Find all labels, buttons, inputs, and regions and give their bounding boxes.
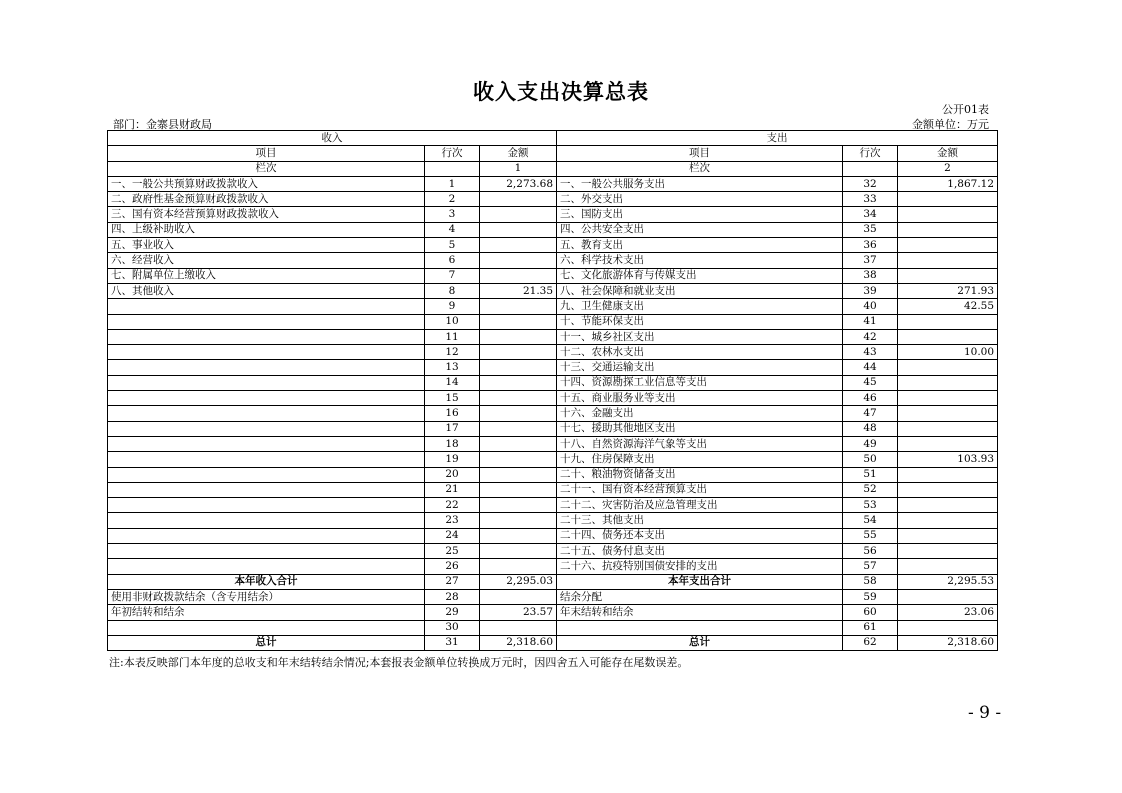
income-amount-cell bbox=[480, 222, 557, 237]
income-item-cell: 二、政府性基金预算财政拨款收入 bbox=[108, 192, 425, 207]
expense-amount-cell bbox=[898, 544, 998, 559]
expense-amount-cell bbox=[898, 375, 998, 390]
expense-amount-cell: 103.93 bbox=[898, 452, 998, 467]
expense-item-cell: 五、教育支出 bbox=[557, 238, 843, 253]
income-amount-cell bbox=[480, 467, 557, 482]
expense-amount-cell: 42.55 bbox=[898, 299, 998, 314]
income-amount-cell bbox=[480, 329, 557, 344]
income-row-header: 行次 bbox=[425, 146, 480, 161]
expense-row-number-cell: 61 bbox=[843, 620, 898, 635]
expense-row-number-cell: 53 bbox=[843, 498, 898, 513]
income-row-number-cell: 24 bbox=[425, 528, 480, 543]
table-row bbox=[108, 391, 998, 406]
income-row-number-cell: 28 bbox=[425, 589, 480, 604]
income-item-cell: 年初结转和结余 bbox=[108, 605, 425, 620]
expense-column-index: 2 bbox=[898, 161, 998, 176]
income-row-number-cell: 29 bbox=[425, 605, 480, 620]
expense-amount-cell bbox=[898, 360, 998, 375]
expense-amount-cell bbox=[898, 329, 998, 344]
income-amount-cell bbox=[480, 345, 557, 360]
income-row-number-cell: 18 bbox=[425, 436, 480, 451]
income-amount-cell: 2,295.03 bbox=[480, 574, 557, 589]
expense-row-number-cell: 46 bbox=[843, 391, 898, 406]
expense-item-cell: 二十四、债务还本支出 bbox=[557, 528, 843, 543]
expense-amount-cell bbox=[898, 421, 998, 436]
expense-item-cell: 八、社会保障和就业支出 bbox=[557, 283, 843, 298]
income-item-header: 项目 bbox=[108, 146, 425, 161]
table-row bbox=[108, 589, 998, 604]
income-row-number-cell: 30 bbox=[425, 620, 480, 635]
expense-item-cell: 十、节能环保支出 bbox=[557, 314, 843, 329]
page-number: - 9 - bbox=[968, 703, 1002, 723]
income-row-number-cell: 16 bbox=[425, 406, 480, 421]
expense-item-header: 项目 bbox=[557, 146, 843, 161]
income-row-number-cell: 20 bbox=[425, 467, 480, 482]
expense-item-cell: 三、国防支出 bbox=[557, 207, 843, 222]
income-row-number-cell: 9 bbox=[425, 299, 480, 314]
expense-item-cell: 二十、粮油物资储备支出 bbox=[557, 467, 843, 482]
income-row-number-cell: 2 bbox=[425, 192, 480, 207]
expense-row-number-cell: 58 bbox=[843, 574, 898, 589]
income-amount-cell bbox=[480, 192, 557, 207]
income-amount-cell bbox=[480, 299, 557, 314]
income-amount-cell bbox=[480, 559, 557, 574]
income-item-cell bbox=[108, 528, 425, 543]
table-row bbox=[108, 238, 998, 253]
income-item-cell bbox=[108, 620, 425, 635]
income-item-cell: 使用非财政拨款结余（含专用结余） bbox=[108, 589, 425, 604]
income-row-number-cell: 31 bbox=[425, 635, 480, 650]
expense-amount-cell bbox=[898, 482, 998, 497]
expense-row-number-cell: 56 bbox=[843, 544, 898, 559]
group-header-row bbox=[108, 131, 998, 146]
income-amount-cell bbox=[480, 406, 557, 421]
expense-column-index-empty bbox=[843, 161, 898, 176]
expense-amount-cell bbox=[898, 436, 998, 451]
form-number: 公开01表 bbox=[942, 103, 989, 116]
expense-row-number-cell: 47 bbox=[843, 406, 898, 421]
table-row bbox=[108, 253, 998, 268]
expense-row-number-cell: 57 bbox=[843, 559, 898, 574]
income-item-cell bbox=[108, 299, 425, 314]
income-item-cell bbox=[108, 329, 425, 344]
income-amount-cell bbox=[480, 482, 557, 497]
income-row-number-cell: 21 bbox=[425, 482, 480, 497]
expense-amount-cell bbox=[898, 528, 998, 543]
table-row bbox=[108, 482, 998, 497]
expense-row-number-cell: 39 bbox=[843, 283, 898, 298]
department-label: 部门：金寨县财政局 bbox=[113, 118, 212, 131]
expense-amount-cell bbox=[898, 498, 998, 513]
expense-item-cell: 二十二、灾害防治及应急管理支出 bbox=[557, 498, 843, 513]
expense-row-number-cell: 37 bbox=[843, 253, 898, 268]
expense-amount-cell: 271.93 bbox=[898, 283, 998, 298]
expense-amount-cell bbox=[898, 238, 998, 253]
expense-amount-header: 金额 bbox=[898, 146, 998, 161]
expense-amount-cell bbox=[898, 207, 998, 222]
income-amount-cell bbox=[480, 452, 557, 467]
income-item-cell: 总计 bbox=[108, 635, 425, 650]
expense-item-cell: 十二、农林水支出 bbox=[557, 345, 843, 360]
income-item-cell bbox=[108, 544, 425, 559]
expense-row-number-cell: 60 bbox=[843, 605, 898, 620]
income-item-cell bbox=[108, 314, 425, 329]
expense-amount-cell: 23.06 bbox=[898, 605, 998, 620]
expense-row-number-cell: 32 bbox=[843, 176, 898, 191]
expense-row-number-cell: 35 bbox=[843, 222, 898, 237]
table-row bbox=[108, 620, 998, 635]
income-amount-cell bbox=[480, 253, 557, 268]
expense-item-cell: 结余分配 bbox=[557, 589, 843, 604]
income-row-number-cell: 8 bbox=[425, 283, 480, 298]
table-row bbox=[108, 222, 998, 237]
income-item-cell: 八、其他收入 bbox=[108, 283, 425, 298]
expense-row-number-cell: 49 bbox=[843, 436, 898, 451]
income-amount-cell bbox=[480, 207, 557, 222]
income-amount-cell: 21.35 bbox=[480, 283, 557, 298]
page-title: 收入支出决算总表 bbox=[473, 80, 649, 104]
expense-row-number-cell: 59 bbox=[843, 589, 898, 604]
expense-row-number-cell: 55 bbox=[843, 528, 898, 543]
table-row bbox=[108, 574, 998, 589]
income-item-cell bbox=[108, 421, 425, 436]
income-amount-cell bbox=[480, 589, 557, 604]
expense-amount-cell: 2,318.60 bbox=[898, 635, 998, 650]
table-row bbox=[108, 498, 998, 513]
income-row-number-cell: 5 bbox=[425, 238, 480, 253]
table-row bbox=[108, 406, 998, 421]
income-row-number-cell: 3 bbox=[425, 207, 480, 222]
expense-row-number-cell: 51 bbox=[843, 467, 898, 482]
income-amount-cell bbox=[480, 528, 557, 543]
table-row bbox=[108, 299, 998, 314]
expense-item-cell: 二十一、国有资本经营预算支出 bbox=[557, 482, 843, 497]
table-row bbox=[108, 375, 998, 390]
expense-item-cell: 十三、交通运输支出 bbox=[557, 360, 843, 375]
expense-item-cell: 本年支出合计 bbox=[557, 574, 843, 589]
expense-item-cell: 一、一般公共服务支出 bbox=[557, 176, 843, 191]
expense-amount-cell bbox=[898, 589, 998, 604]
expense-row-number-cell: 36 bbox=[843, 238, 898, 253]
table-row bbox=[108, 207, 998, 222]
expense-amount-cell bbox=[898, 559, 998, 574]
expense-column-index-label: 栏次 bbox=[557, 161, 843, 176]
income-item-cell bbox=[108, 482, 425, 497]
expense-group-header: 支出 bbox=[557, 131, 998, 146]
income-amount-cell bbox=[480, 238, 557, 253]
expense-item-cell: 年末结转和结余 bbox=[557, 605, 843, 620]
expense-item-cell: 二十六、抗疫特别国债安排的支出 bbox=[557, 559, 843, 574]
expense-amount-cell: 2,295.53 bbox=[898, 574, 998, 589]
income-item-cell bbox=[108, 406, 425, 421]
income-item-cell: 七、附属单位上缴收入 bbox=[108, 268, 425, 283]
income-group-header: 收入 bbox=[108, 131, 557, 146]
table-body bbox=[108, 131, 998, 651]
table-row bbox=[108, 635, 998, 650]
expense-item-cell: 十四、资源勘探工业信息等支出 bbox=[557, 375, 843, 390]
income-amount-cell bbox=[480, 620, 557, 635]
expense-item-cell: 七、文化旅游体育与传媒支出 bbox=[557, 268, 843, 283]
table-row bbox=[108, 559, 998, 574]
expense-item-cell: 总计 bbox=[557, 635, 843, 650]
column-index-row bbox=[108, 161, 998, 176]
income-amount-cell bbox=[480, 421, 557, 436]
income-amount-cell: 2,273.68 bbox=[480, 176, 557, 191]
expense-amount-cell bbox=[898, 467, 998, 482]
income-item-cell: 四、上级补助收入 bbox=[108, 222, 425, 237]
column-header-row bbox=[108, 146, 998, 161]
income-item-cell: 三、国有资本经营预算财政拨款收入 bbox=[108, 207, 425, 222]
expense-amount-cell bbox=[898, 391, 998, 406]
table-row bbox=[108, 360, 998, 375]
expense-row-number-cell: 33 bbox=[843, 192, 898, 207]
income-row-number-cell: 6 bbox=[425, 253, 480, 268]
income-amount-cell: 2,318.60 bbox=[480, 635, 557, 650]
expense-amount-cell bbox=[898, 314, 998, 329]
income-item-cell bbox=[108, 345, 425, 360]
table-row bbox=[108, 283, 998, 298]
income-row-number-cell: 10 bbox=[425, 314, 480, 329]
budget-summary-table bbox=[107, 130, 998, 651]
income-item-cell: 五、事业收入 bbox=[108, 238, 425, 253]
table-note: 注:本表反映部门本年度的总收支和年末结转结余情况;本套报表金额单位转换成万元时，因四舍五入可能存在尾数误差。 bbox=[109, 656, 689, 669]
income-amount-cell bbox=[480, 391, 557, 406]
income-item-cell bbox=[108, 375, 425, 390]
income-column-index-label: 栏次 bbox=[108, 161, 425, 176]
table-row bbox=[108, 176, 998, 191]
income-amount-cell bbox=[480, 544, 557, 559]
income-row-number-cell: 14 bbox=[425, 375, 480, 390]
income-row-number-cell: 13 bbox=[425, 360, 480, 375]
expense-amount-cell bbox=[898, 620, 998, 635]
expense-amount-cell bbox=[898, 513, 998, 528]
expense-item-cell: 二十五、债务付息支出 bbox=[557, 544, 843, 559]
expense-amount-cell bbox=[898, 268, 998, 283]
table-row bbox=[108, 605, 998, 620]
expense-amount-cell: 1,867.12 bbox=[898, 176, 998, 191]
income-item-cell bbox=[108, 498, 425, 513]
table-row bbox=[108, 268, 998, 283]
income-item-cell bbox=[108, 436, 425, 451]
expense-item-cell: 十一、城乡社区支出 bbox=[557, 329, 843, 344]
table-row bbox=[108, 544, 998, 559]
income-row-number-cell: 27 bbox=[425, 574, 480, 589]
income-row-number-cell: 15 bbox=[425, 391, 480, 406]
expense-item-cell bbox=[557, 620, 843, 635]
income-row-number-cell: 25 bbox=[425, 544, 480, 559]
income-row-number-cell: 17 bbox=[425, 421, 480, 436]
income-item-cell: 六、经营收入 bbox=[108, 253, 425, 268]
income-item-cell bbox=[108, 360, 425, 375]
expense-item-cell: 十六、金融支出 bbox=[557, 406, 843, 421]
income-item-cell bbox=[108, 452, 425, 467]
expense-item-cell: 四、公共安全支出 bbox=[557, 222, 843, 237]
expense-item-cell: 六、科学技术支出 bbox=[557, 253, 843, 268]
expense-row-number-cell: 62 bbox=[843, 635, 898, 650]
table-row bbox=[108, 513, 998, 528]
table-row bbox=[108, 314, 998, 329]
income-item-cell bbox=[108, 467, 425, 482]
income-amount-cell bbox=[480, 436, 557, 451]
expense-row-number-cell: 42 bbox=[843, 329, 898, 344]
expense-row-number-cell: 41 bbox=[843, 314, 898, 329]
table-row bbox=[108, 329, 998, 344]
expense-amount-cell bbox=[898, 253, 998, 268]
table-row bbox=[108, 452, 998, 467]
expense-row-number-cell: 34 bbox=[843, 207, 898, 222]
expense-row-number-cell: 43 bbox=[843, 345, 898, 360]
expense-amount-cell: 10.00 bbox=[898, 345, 998, 360]
income-item-cell bbox=[108, 391, 425, 406]
income-row-number-cell: 26 bbox=[425, 559, 480, 574]
income-item-cell: 一、一般公共预算财政拨款收入 bbox=[108, 176, 425, 191]
expense-item-cell: 十七、援助其他地区支出 bbox=[557, 421, 843, 436]
expense-item-cell: 十九、住房保障支出 bbox=[557, 452, 843, 467]
income-amount-cell bbox=[480, 360, 557, 375]
expense-item-cell: 十八、自然资源海洋气象等支出 bbox=[557, 436, 843, 451]
income-amount-cell bbox=[480, 375, 557, 390]
income-amount-cell bbox=[480, 513, 557, 528]
expense-amount-cell bbox=[898, 406, 998, 421]
income-item-cell: 本年收入合计 bbox=[108, 574, 425, 589]
income-column-index-empty bbox=[425, 161, 480, 176]
expense-amount-cell bbox=[898, 222, 998, 237]
table-row bbox=[108, 421, 998, 436]
income-row-number-cell: 7 bbox=[425, 268, 480, 283]
expense-row-number-cell: 44 bbox=[843, 360, 898, 375]
expense-row-number-cell: 38 bbox=[843, 268, 898, 283]
expense-item-cell: 二、外交支出 bbox=[557, 192, 843, 207]
income-item-cell bbox=[108, 513, 425, 528]
expense-item-cell: 二十三、其他支出 bbox=[557, 513, 843, 528]
income-item-cell bbox=[108, 559, 425, 574]
table-row bbox=[108, 467, 998, 482]
expense-item-cell: 十五、商业服务业等支出 bbox=[557, 391, 843, 406]
table-row bbox=[108, 436, 998, 451]
income-row-number-cell: 1 bbox=[425, 176, 480, 191]
table-row bbox=[108, 528, 998, 543]
income-amount-cell bbox=[480, 314, 557, 329]
expense-row-header: 行次 bbox=[843, 146, 898, 161]
income-amount-cell: 23.57 bbox=[480, 605, 557, 620]
expense-row-number-cell: 54 bbox=[843, 513, 898, 528]
income-row-number-cell: 23 bbox=[425, 513, 480, 528]
income-amount-cell bbox=[480, 498, 557, 513]
income-row-number-cell: 4 bbox=[425, 222, 480, 237]
expense-row-number-cell: 45 bbox=[843, 375, 898, 390]
expense-amount-cell bbox=[898, 192, 998, 207]
income-amount-header: 金额 bbox=[480, 146, 557, 161]
income-row-number-cell: 12 bbox=[425, 345, 480, 360]
table-row bbox=[108, 345, 998, 360]
income-amount-cell bbox=[480, 268, 557, 283]
income-row-number-cell: 11 bbox=[425, 329, 480, 344]
expense-row-number-cell: 40 bbox=[843, 299, 898, 314]
income-column-index: 1 bbox=[480, 161, 557, 176]
income-row-number-cell: 19 bbox=[425, 452, 480, 467]
expense-row-number-cell: 48 bbox=[843, 421, 898, 436]
income-row-number-cell: 22 bbox=[425, 498, 480, 513]
expense-item-cell: 九、卫生健康支出 bbox=[557, 299, 843, 314]
expense-row-number-cell: 50 bbox=[843, 452, 898, 467]
table-row bbox=[108, 192, 998, 207]
unit-label: 金额单位：万元 bbox=[912, 118, 989, 131]
expense-row-number-cell: 52 bbox=[843, 482, 898, 497]
